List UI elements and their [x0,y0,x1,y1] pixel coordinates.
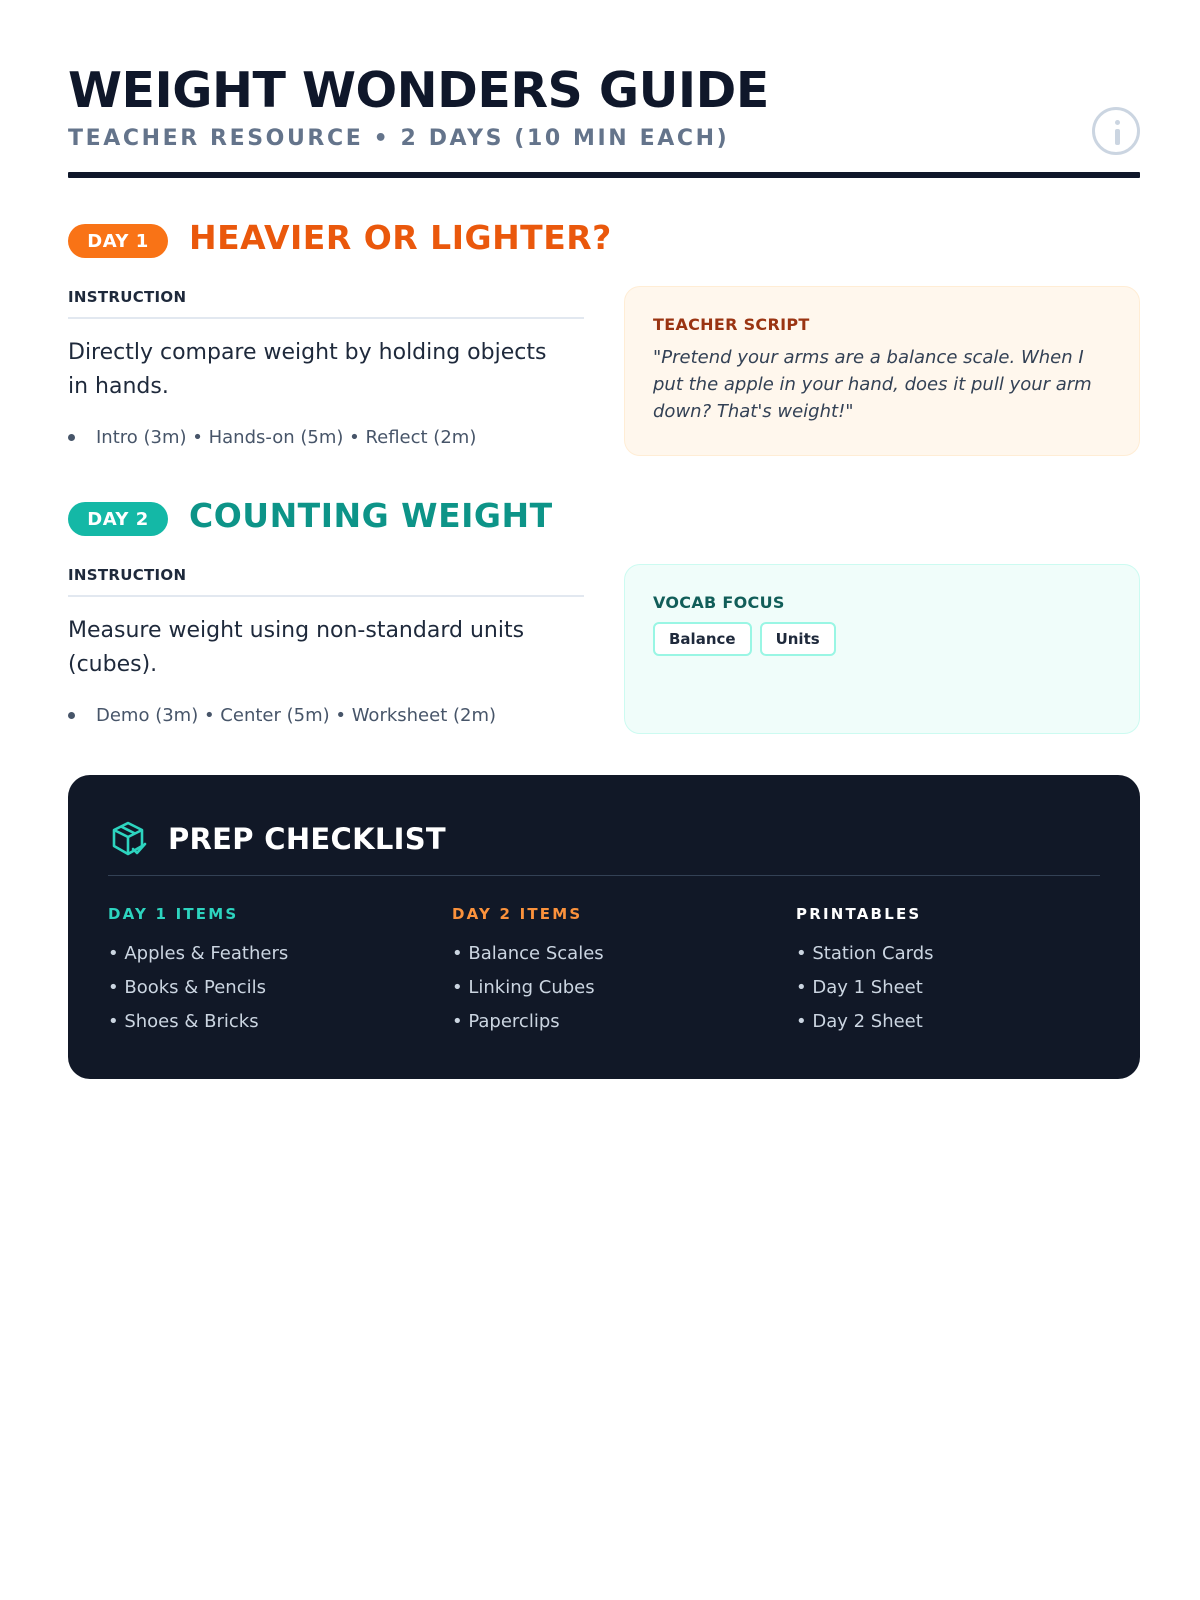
info-icon-dot [1115,120,1120,125]
day-1-steps [68,427,476,448]
day-1-title: HEAVIER OR LIGHTER? [189,218,612,257]
day-2-steps [68,705,496,726]
day-2-instruction-divider [68,595,584,597]
checklist-items [796,937,1140,1039]
info-icon-bar [1115,129,1120,145]
vocab-focus-label: VOCAB FOCUS [653,593,785,612]
teacher-script-text: "Pretend your arms are a balance scale. When I put the apple in your hand, does it pull your arm down? That's weight!" [653,347,1092,422]
day-2-title: COUNTING WEIGHT [189,496,553,535]
checklist-item: • Shoes & Bricks [108,1011,259,1032]
prep-checklist-divider [108,875,1100,876]
day-1-instruction-text: Directly compare weight by holding objects in hands. [68,340,547,399]
day-1-badge: DAY 1 [68,224,168,258]
info-icon[interactable] [1092,107,1140,155]
checklist-column-day-1 [108,905,452,1039]
bullet-icon [68,712,75,719]
prep-checklist-title: PREP CHECKLIST [168,822,447,856]
day-1-steps-text: Intro (3m) • Hands-on (5m) • Reflect (2m) [96,427,477,448]
vocab-chips [653,622,1111,656]
day-1-instruction-label: INSTRUCTION [68,288,187,306]
checklist-items [108,937,452,1039]
checklist-item: • Day 1 Sheet [796,977,923,998]
day-2-steps-text: Demo (3m) • Center (5m) • Worksheet (2m) [96,705,497,726]
bullet-icon [68,434,75,441]
teacher-script-card [624,286,1140,456]
day-1-instruction-divider [68,317,584,319]
header-divider [68,172,1140,178]
checklist-items [452,937,796,1039]
prep-checklist-panel [68,775,1140,1079]
day-2-instruction-text: Measure weight using non-standard units (cubes). [68,618,525,677]
checklist-item: • Paperclips [452,1011,560,1032]
checklist-item: • Station Cards [796,943,934,964]
checklist-column-title: DAY 2 ITEMS [452,905,583,923]
vocab-focus-card [624,564,1140,734]
checklist-column-day-2 [452,905,796,1039]
checklist-item: • Balance Scales [452,943,604,964]
prep-checklist-columns [108,905,1140,1039]
checklist-column-title: PRINTABLES [796,905,922,923]
day-2-badge: DAY 2 [68,502,168,536]
page-title: WEIGHT WONDERS GUIDE [68,62,769,119]
day-2-instruction-label: INSTRUCTION [68,566,187,584]
checklist-column-printables [796,905,1140,1039]
prep-checklist-header [108,819,446,859]
checklist-item: • Linking Cubes [452,977,595,998]
vocab-chip[interactable]: Units [760,622,836,656]
vocab-chip[interactable]: Balance [653,622,752,656]
page-subtitle: TEACHER RESOURCE • 2 DAYS (10 MIN EACH) [68,126,730,151]
checklist-column-title: DAY 1 ITEMS [108,905,239,923]
checklist-item: • Apples & Feathers [108,943,289,964]
checklist-item: • Books & Pencils [108,977,266,998]
header [68,0,1140,178]
checklist-item: • Day 2 Sheet [796,1011,923,1032]
package-check-icon [108,819,148,859]
guide-page [68,0,1140,1032]
teacher-script-label: TEACHER SCRIPT [653,315,810,334]
